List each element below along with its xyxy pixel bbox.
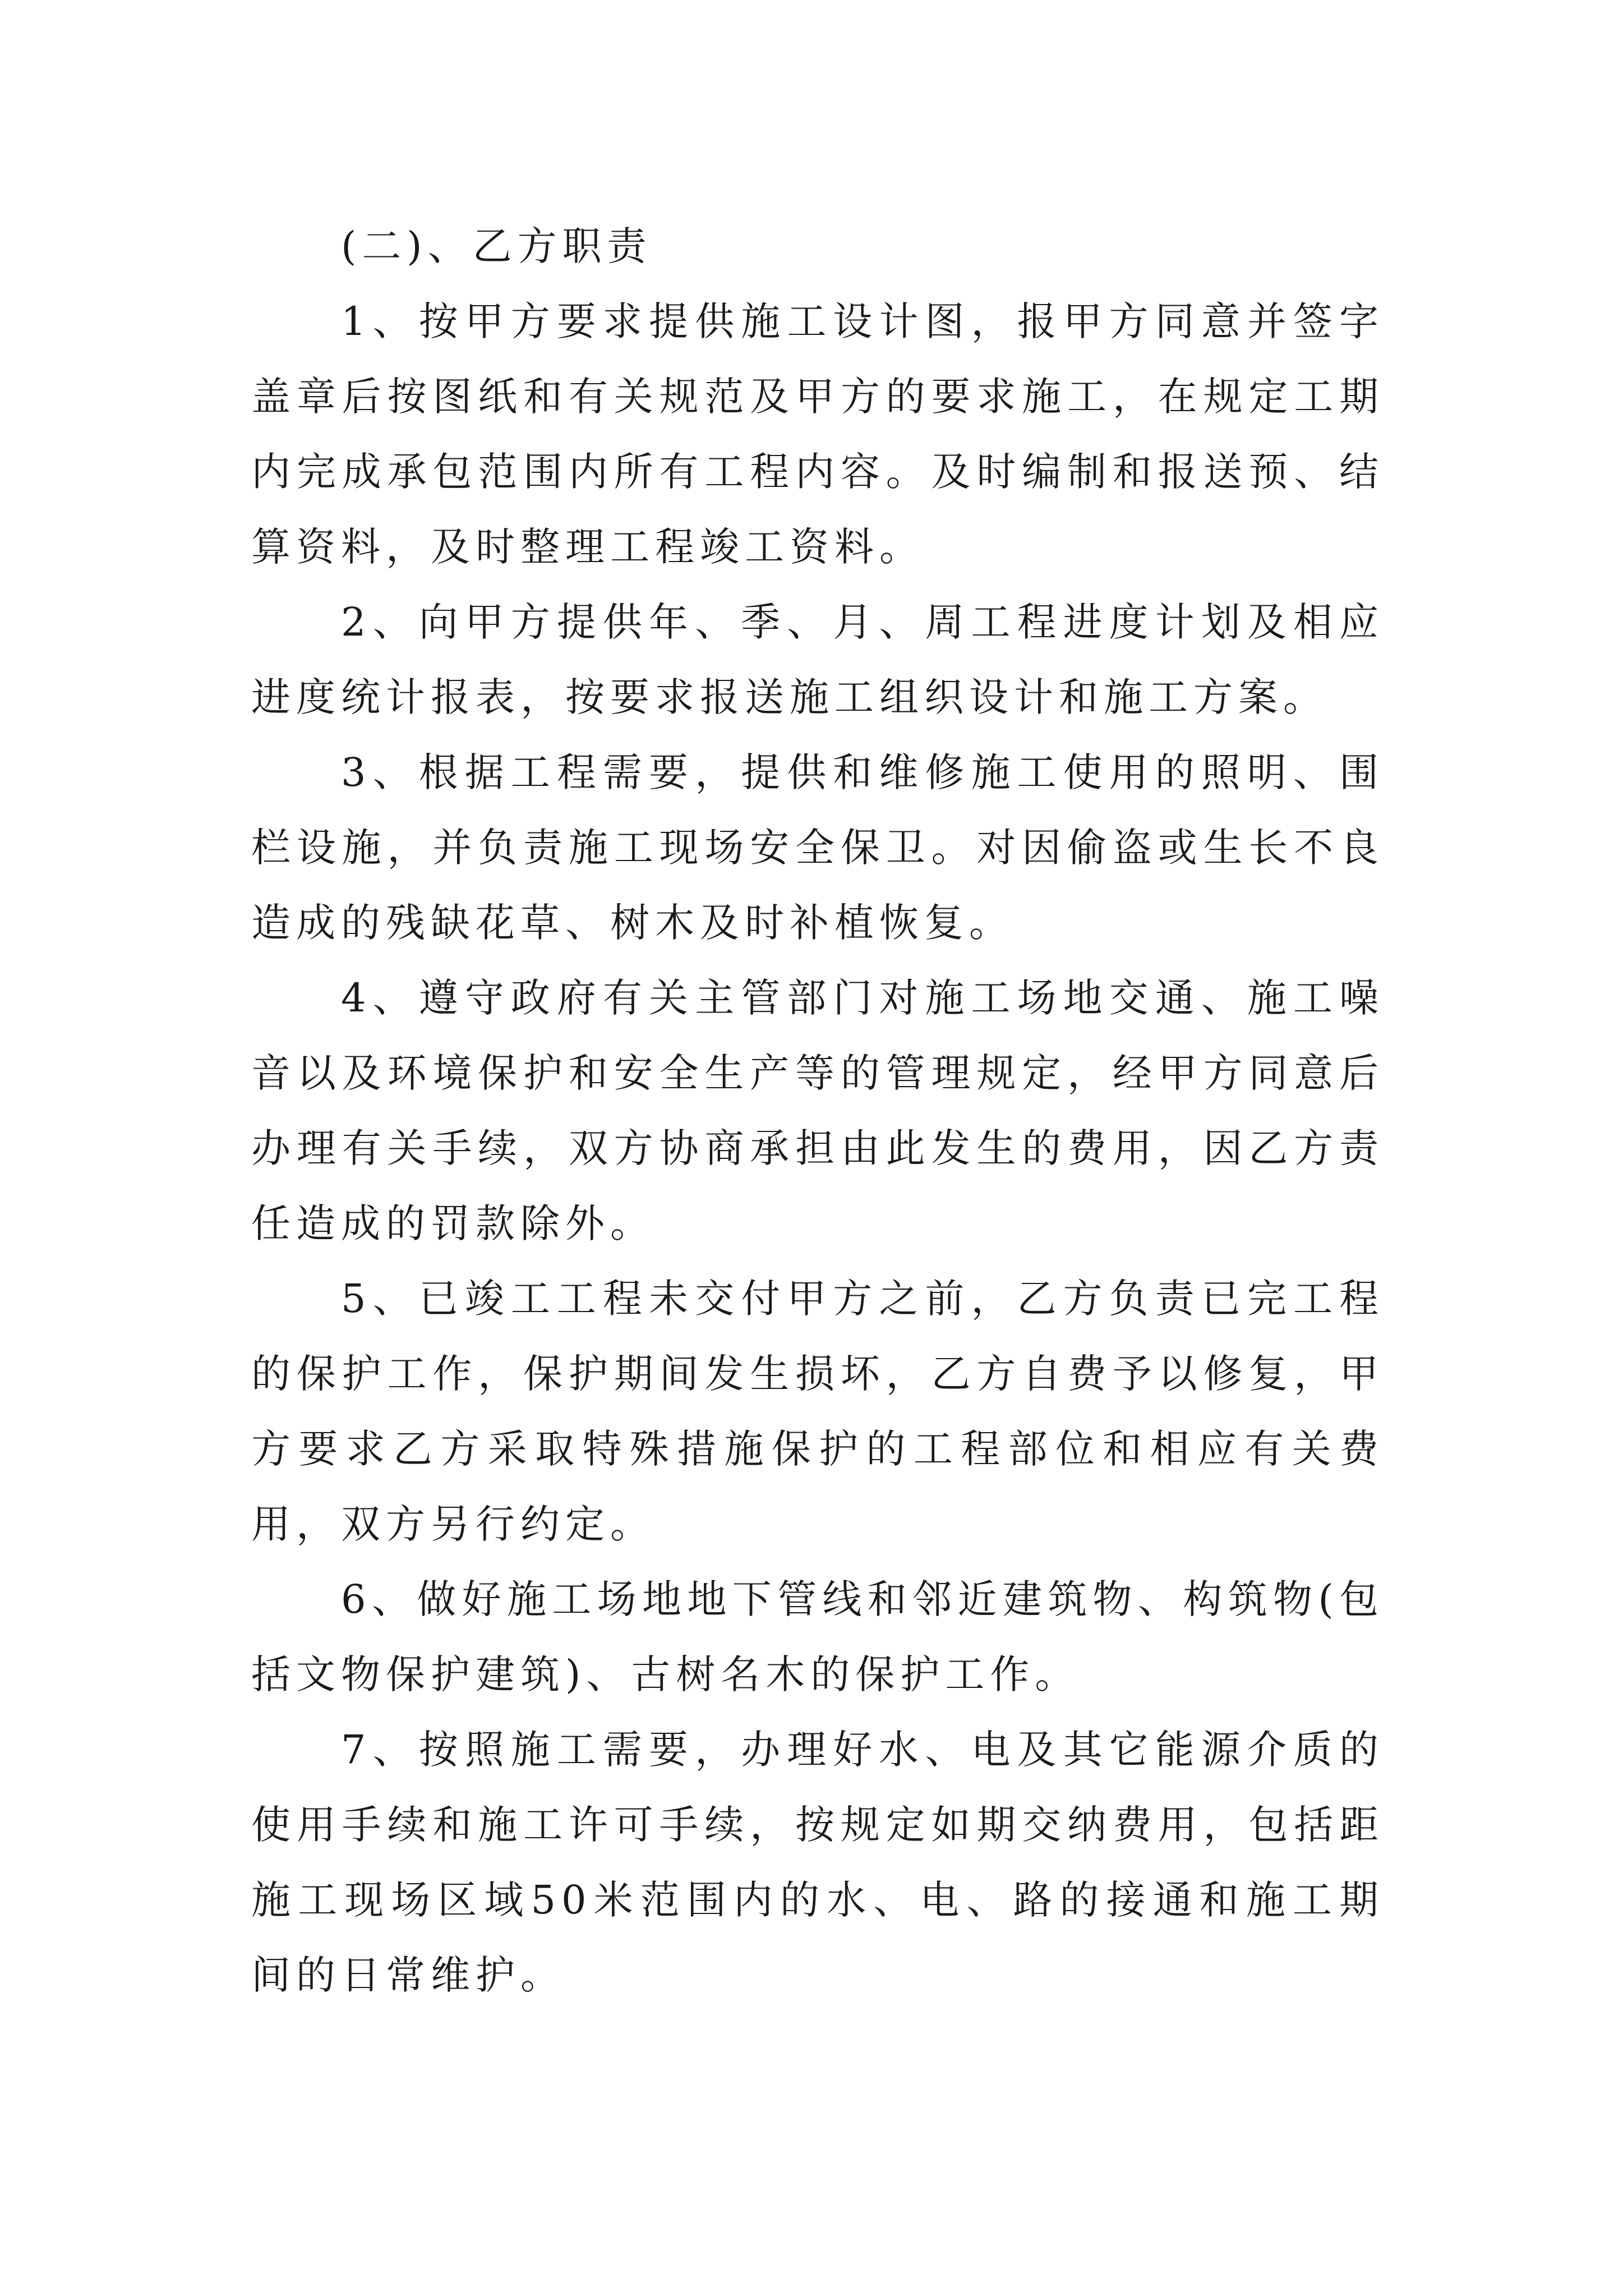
paragraph-1: 1、按甲方要求提供施工设计图，报甲方同意并签字盖章后按图纸和有关规范及甲方的要求施工，在规定工期内完成承包范围内所有工程内容。及时编制和报送预、结算资料，及时整理工程竣工资料。: [251, 298, 1384, 570]
paragraph-3: 3、根据工程需要，提供和维修施工使用的照明、围栏设施，并负责施工现场安全保卫。对因偷盗或生长不良造成的残缺花草、树木及时补植恢复。: [251, 749, 1384, 946]
paragraph-6: 6、做好施工场地地下管线和邻近建筑物、构筑物(包括文物保护建筑)、古树名木的保护工作。: [251, 1576, 1384, 1697]
paragraph-7: 7、按照施工需要，办理好水、电及其它能源介质的使用手续和施工许可手续，按规定如期交纳费用，包括距施工现场区域50米范围内的水、电、路的接通和施工期间的日常维护。: [251, 1727, 1384, 1998]
paragraph-2: 2、向甲方提供年、季、月、周工程进度计划及相应进度统计报表，按要求报送施工组织设计和施工方案。: [251, 599, 1384, 720]
paragraph-5: 5、已竣工工程未交付甲方之前，乙方负责已完工程的保护工作，保护期间发生损坏，乙方自费予以修复，甲方要求乙方采取特殊措施保护的工程部位和相应有关费用，双方另行约定。: [251, 1276, 1384, 1547]
document-body: [251, 209, 1384, 2013]
section-heading: (二)、乙方职责: [341, 223, 652, 269]
paragraph-4: 4、遵守政府有关主管部门对施工场地交通、施工噪音以及环境保护和安全生产等的管理规定，经甲方同意后办理有关手续，双方协商承担由此发生的费用，因乙方责任造成的罚款除外。: [251, 975, 1384, 1246]
